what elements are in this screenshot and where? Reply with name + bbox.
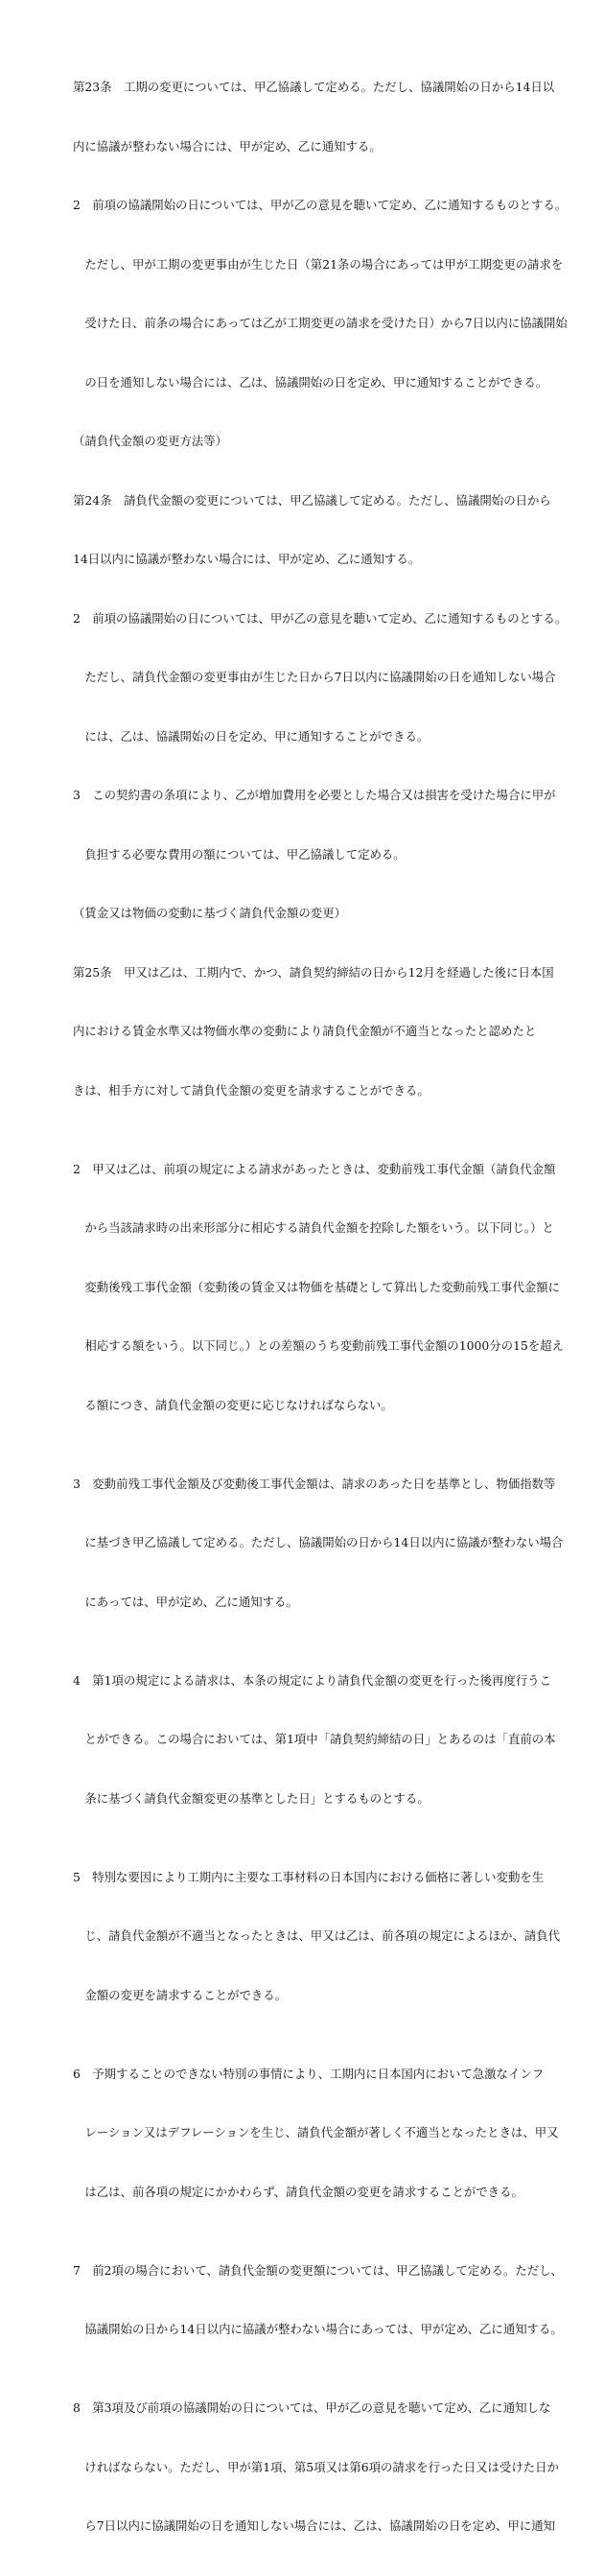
article-25-para-6-line-1: 6 予期することのできない特別の事情により、工期内に日本国内において急激なインフ: [73, 2066, 545, 2081]
article-25-para-3-line-2: に基づき甲乙協議して定める。ただし、協議開始の日から14日以内に協議が整わない場合: [73, 1535, 564, 1549]
article-24-para-1-line-2: 14日以内に協議が整わない場合には、甲が定め、乙に通知する。: [73, 552, 421, 566]
article-25-para-3-line-1: 3 変動前残工事代金額及び変動後工事代金額は、請求のあった日を基準とし、物価指数等: [73, 1476, 556, 1491]
document-body: [73, 38, 591, 2576]
article-24-para-3-line-1: 3 この契約書の条項により、乙が増加費用を必要とした場合又は損害を受けた場合に甲が: [73, 788, 556, 802]
article-25-para-7-line-2: 協議開始の日から14日以内に協議が整わない場合にあっては、甲が定め、乙に通知する。: [73, 2322, 563, 2336]
article-24-para-2-line-2: ただし、請負代金額の変更事由が生じた日から7日以内に協議開始の日を通知しない場合: [73, 670, 556, 684]
article-25-para-2-line-3: 変動後残工事代金額（変動後の賃金又は物価を基礎として算出した変動前残工事代金額に: [73, 1279, 561, 1294]
heading-article-25: （賃金又は物価の変動に基づく請負代金額の変更）: [73, 906, 346, 920]
article-25-para-5-line-2: じ、請負代金額が不適当となったときは、甲又は乙は、前各項の規定によるほか、請負代: [73, 1928, 561, 1943]
article-23-para-2-line-3: 受けた日、前条の場合にあっては乙が工期変更の請求を受けた日）から7日以内に協議開始: [73, 316, 568, 330]
article-23-para-2-line-4: の日を通知しない場合には、乙は、協議開始の日を定め、甲に通知することができる。: [73, 374, 548, 390]
article-23-para-2-line-1: 2 前項の協議開始の日については、甲が乙の意見を聴いて定め、乙に通知するものとする。: [73, 198, 568, 212]
article-25-para-6-line-2: レーション又はデフレーションを生じ、請負代金額が著しく不適当となったときは、甲又: [73, 2125, 559, 2139]
article-25-para-1-line-2: 内における賃金水準又は物価水準の変動により請負代金額が不適当となったと認めたと: [73, 1024, 537, 1038]
article-25-para-2-line-2: から当該請求時の出来形部分に相応する請負代金額を控除した額をいう。以下同じ。）と: [73, 1220, 554, 1235]
article-25-para-1-line-3: きは、相手方に対して請負代金額の変更を請求することができる。: [73, 1082, 430, 1098]
heading-article-24: （請負代金額の変更方法等）: [73, 434, 228, 448]
article-25-para-8-line-2: ければならない。ただし、甲が第1項、第5項又は第6項の請求を行った日又は受けた日か: [73, 2459, 559, 2474]
article-23-para-2-line-2: ただし、甲が工期の変更事由が生じた日（第21条の場合にあっては甲が工期変更の請求を: [73, 256, 564, 272]
article-23-para-1-line-1: 第23条 工期の変更については、甲乙協議して定める。ただし、協議開始の日から14日以: [73, 80, 555, 94]
article-24-para-1-line-1: 第24条 請負代金額の変更については、甲乙協議して定める。ただし、協議開始の日から: [73, 492, 551, 508]
article-25-para-2-line-5: る額につき、請負代金額の変更に応じなければならない。: [73, 1397, 393, 1412]
article-25-para-4-line-1: 4 第1項の規定による請求は、本条の規定により請負代金額の変更を行った後再度行うこ: [73, 1672, 552, 1688]
article-25-para-7-line-1: 7 前2項の場合において、請負代金額の変更額については、甲乙協議して定める。ただし、: [73, 2262, 563, 2278]
article-25-para-2-line-4: 相応する額をいう。以下同じ。）との差額のうち変動前残工事代金額の1000分の15を超え: [73, 1338, 564, 1353]
article-25-para-4-line-3: 条に基づく請負代金額変更の基準とした日」とするものとする。: [73, 1790, 430, 1806]
article-25-para-5-line-3: 金額の変更を請求することができる。: [73, 1987, 288, 2002]
article-24: [73, 452, 591, 905]
article-25-para-8-line-1: 8 第3項及び前項の協議開始の日については、甲が乙の意見を聴いて定め、乙に通知しな: [73, 2400, 551, 2415]
article-23: [73, 38, 591, 432]
article-25-para-6-line-3: は乙は、前各項の規定にかかわらず、請負代金額の変更を請求することができる。: [73, 2184, 523, 2199]
article-24-para-2-line-1: 2 前項の協議開始の日については、甲が乙の意見を聴いて定め、乙に通知するものとする。: [73, 610, 568, 626]
article-25-para-8-line-3: ら7日以内に協議開始の日を通知しない場合には、乙は、協議開始の日を定め、甲に通知: [73, 2518, 556, 2533]
article-25-para-1-line-1: 第25条 甲又は乙は、工期内で、かつ、請負契約締結の日から12月を経過した後に日本国: [73, 964, 554, 980]
article-25: [73, 924, 591, 2576]
article-24-para-2-line-3: には、乙は、協議開始の日を定め、甲に通知することができる。: [73, 728, 430, 744]
article-25-para-2-line-1: 2 甲又は乙は、前項の規定による請求があったときは、変動前残工事代金額（請負代金額: [73, 1161, 556, 1176]
article-25-para-3-line-3: にあっては、甲が定め、乙に通知する。: [73, 1594, 298, 1609]
article-23-para-1-line-2: 内に協議が整わない場合には、甲が定め、乙に通知する。: [73, 138, 382, 154]
article-25-para-5-line-1: 5 特別な要因により工期内に主要な工事材料の日本国内における価格に著しい変動を生: [73, 1869, 545, 1884]
article-24-para-3-line-2: 負担する必要な費用の額については、甲乙協議して定める。: [73, 846, 406, 862]
article-25-para-4-line-2: とができる。この場合においては、第1項中「請負契約締結の日」とあるのは「直前の本: [73, 1732, 556, 1746]
